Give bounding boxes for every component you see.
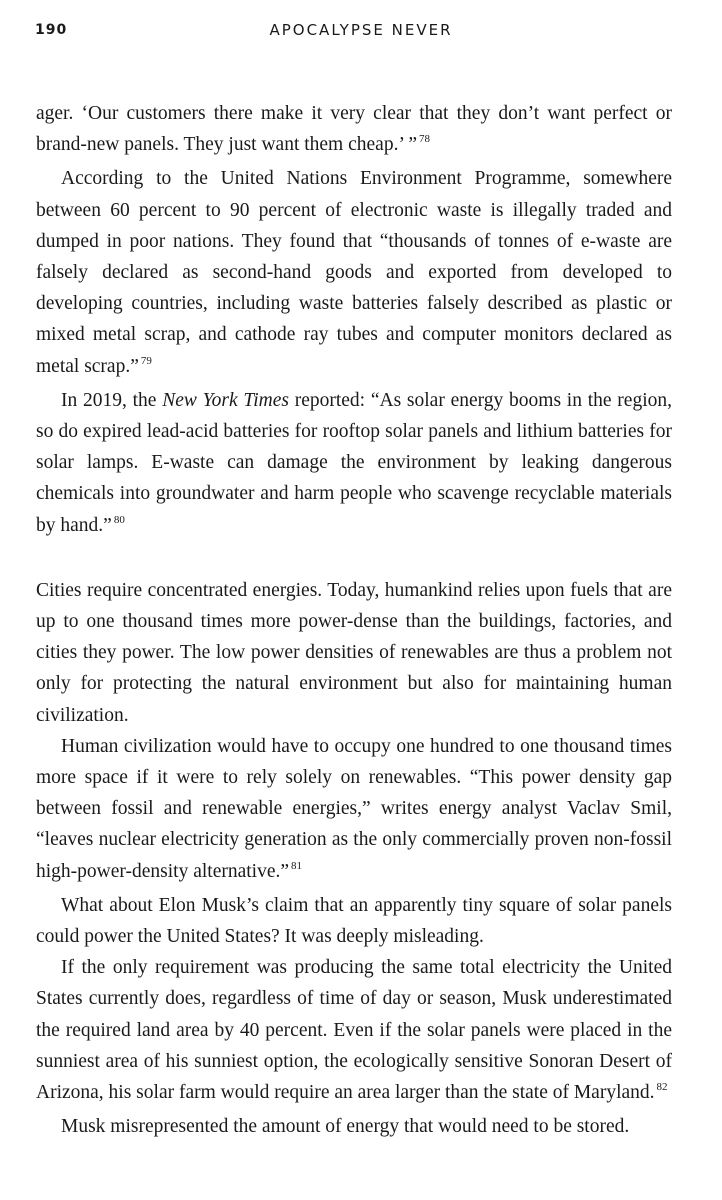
endnote-ref-81: 81	[291, 859, 303, 872]
paragraph-4	[36, 575, 672, 731]
paragraph-3	[36, 385, 672, 544]
paragraph-6-text: What about Elon Musk’s claim that an apparently tiny square of solar panels could power the United States? It was deeply misleading.	[36, 894, 672, 948]
endnote-ref-82: 82	[656, 1081, 668, 1094]
paragraph-8-text: Musk misrepresented the amount of energy that would need to be stored.	[61, 1116, 630, 1138]
endnote-ref-79: 79	[140, 354, 152, 367]
paragraph-2	[36, 163, 672, 384]
paragraph-3-pre: In 2019, the	[61, 389, 163, 411]
endnote-ref-80: 80	[113, 513, 125, 526]
paragraph-6	[36, 890, 672, 952]
paragraph-5-text: Human civilization would have to occupy one hundred to one thousand times more space if it were to rely solely on renewables. “This power density gap between fossil and renewable energies,” writes energy analyst Vaclav Smil, “leaves nuclear electricity generation as the only commercially proven non-fossil high-power-density alternative.”	[36, 735, 672, 882]
paragraph-7	[36, 952, 672, 1111]
endnote-ref-78: 78	[419, 133, 431, 146]
paragraph-5	[36, 731, 672, 890]
paragraph-1	[36, 98, 672, 163]
paragraph-2-text: According to the United Nations Environment Programme, somewhere between 60 percent to 90 percent of electronic waste is illegally traded and dumped in poor nations. They found that “thousands of tonnes of e-waste are falsely declared as second-hand goods and exported from developed to developing countries, including waste batteries falsely described as plastic or mixed metal scrap, and cathode ray tubes and computer monitors declared as metal scrap.”	[36, 168, 672, 377]
paragraph-3-text: reported: “As solar energy booms in the region, so do expired lead-acid batteries for rooftop solar panels and lithium batteries for solar lamps. E-waste can damage the environment by leaking dangerous chemicals into groundwater and harm people who scavenge recyclable materials by hand.”	[36, 389, 672, 536]
paragraph-8	[36, 1111, 672, 1142]
running-head: APOCALYPSE NEVER	[269, 21, 453, 39]
body-text	[36, 98, 672, 1143]
publication-title: New York Times	[162, 389, 289, 411]
paragraph-7-text: If the only requirement was producing the same total electricity the United States currently does, regardless of time of day or season, Musk underestimated the required land area by 40 percent. Even if the solar panels were placed in the sunniest area of his sunniest option, the ecologically sensitive Sonoran Desert of Arizona, his solar farm would require an area larger than the state of Maryland.	[36, 957, 672, 1104]
page-number: 190	[35, 22, 68, 38]
paragraph-4-text: Cities require concentrated energies. Today, humankind relies upon fuels that are up to one thousand times more power-dense than the buildings, factories, and cities they power. The low power densities of renewables are thus a problem not only for protecting the natural environment but also for maintaining human civilization.	[36, 579, 672, 726]
paragraph-1-text: ager. ‘Our customers there make it very clear that they don’t want perfect or brand-new panels. They just want them cheap.’ ”	[36, 103, 672, 156]
